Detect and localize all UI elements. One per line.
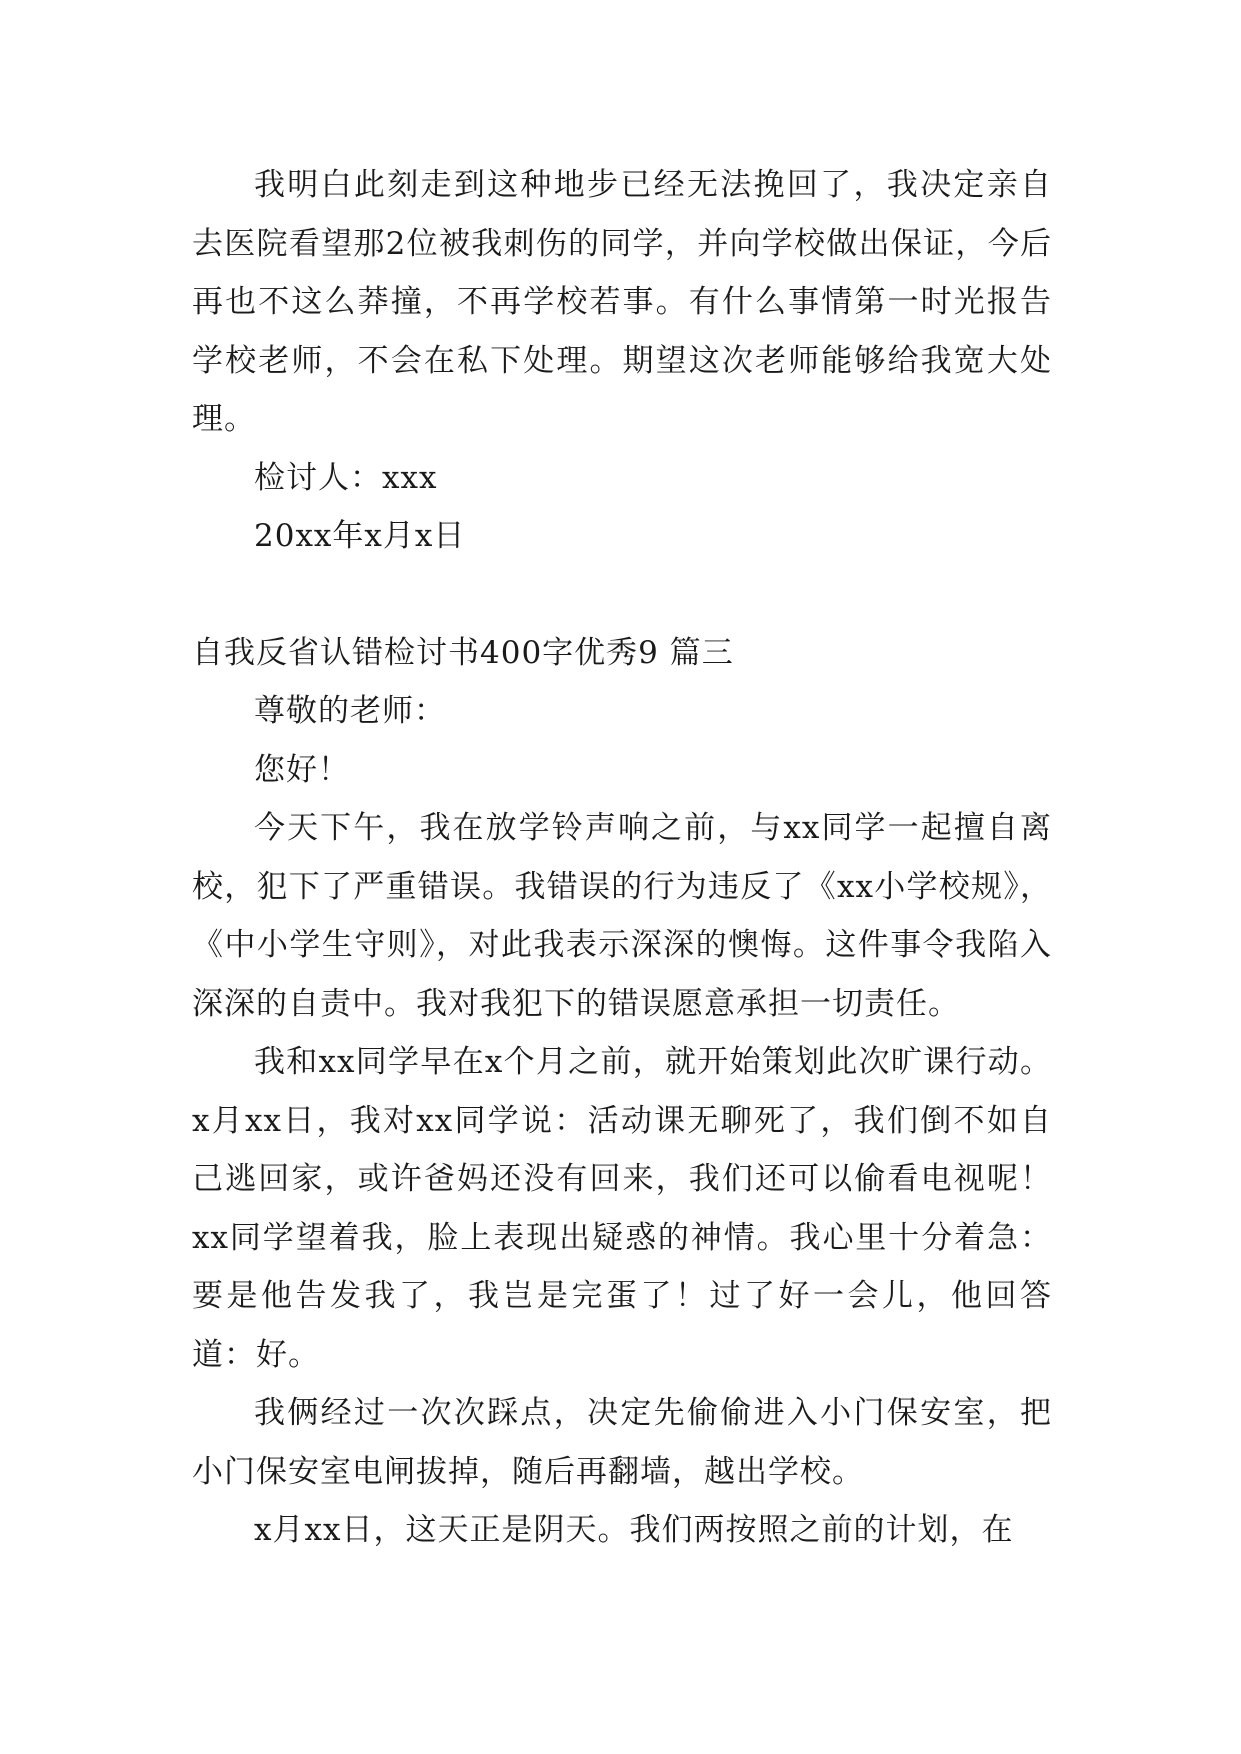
date-line: 20xx年x月x日: [254, 518, 466, 554]
signature-line: 检讨人：xxx: [254, 459, 438, 496]
body-paragraph: 我俩经过一次次踩点，决定先偷偷进入小门保安室，把小门保安室电闸拔掉，随后再翻墙，越出学校。: [192, 1395, 1052, 1490]
salutation: 尊敬的老师：: [254, 693, 446, 729]
document-page: [192, 156, 1052, 1560]
body-paragraph: 我和xx同学早在x个月之前，就开始策划此次旷课行动。x月xx日，我对xx同学说：活动课无聊死了，我们倒不如自己逃回家，或许爸妈还没有回来，我们还可以偷看电视呢！xx同学望着我，脸上表现出疑惑的神情。我心里十分着急：要是他告发我了，我岂是完蛋了！过了好一会儿，他回答道：好。: [192, 1044, 1052, 1373]
section-title: 自我反省认错检讨书400字优秀9 篇三: [192, 634, 734, 671]
body-paragraph: 今天下午，我在放学铃声响之前，与xx同学一起擅自离校，犯下了严重错误。我错误的行为违反了《xx小学校规》，《中小学生守则》，对此我表示深深的懊悔。这件事令我陷入深深的自责中。我对我犯下的错误愿意承担一切责任。: [192, 810, 1052, 1022]
body-paragraph: x月xx日，这天正是阴天。我们两按照之前的计划，在: [254, 1512, 1014, 1548]
greeting: 您好！: [254, 751, 350, 788]
paragraph-resolution: 我明白此刻走到这种地步已经无法挽回了，我决定亲自去医院看望那2位被我刺伤的同学，并向学校做出保证，今后再也不这么莽撞，不再学校若事。有什么事情第一时光报告学校老师，不会在私下处理。期望这次老师能够给我宽大处理。: [192, 167, 1052, 437]
